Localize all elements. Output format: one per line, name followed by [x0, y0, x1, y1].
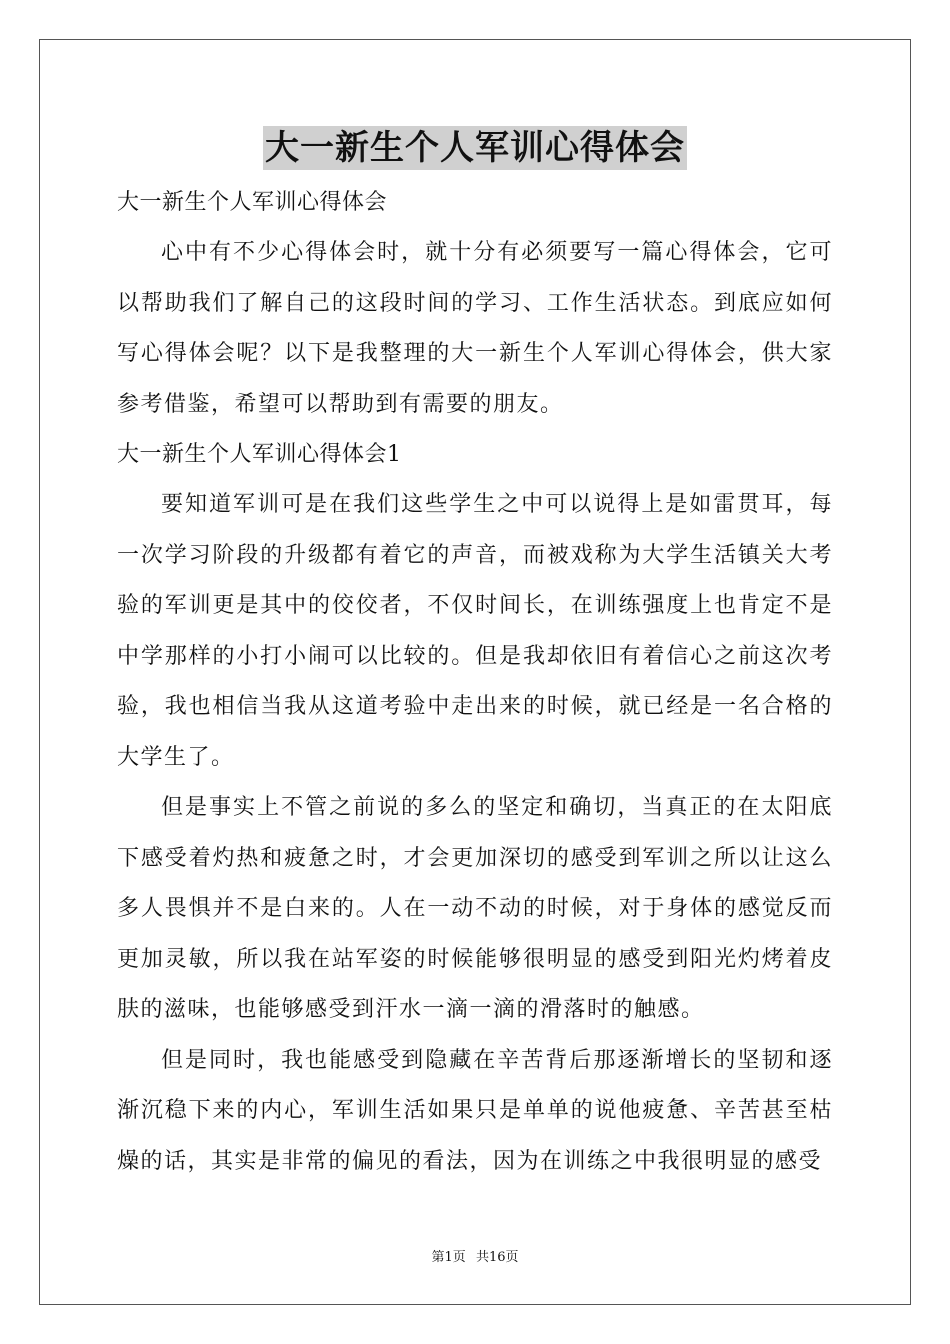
- page-number: 第1页: [431, 1250, 466, 1265]
- page-total: 共16页: [475, 1250, 519, 1265]
- page-footer: [0, 1246, 950, 1265]
- intro-paragraph: 心中有不少心得体会时，就十分有必须要写一篇心得体会，它可以帮助我们了解自己的这段时间的学习、工作生活状态。到底应如何写心得体会呢？以下是我整理的大一新生个人军训心得体会，供大家参考借鉴，希望可以帮助到有需要的朋友。: [117, 240, 833, 417]
- section-heading: 大一新生个人军训心得体会1: [117, 442, 402, 467]
- title-container: [0, 126, 950, 170]
- document-subtitle: 大一新生个人军训心得体会: [117, 190, 388, 215]
- document-title: 大一新生个人军训心得体会: [265, 128, 685, 168]
- body-paragraph-1: 要知道军训可是在我们这些学生之中可以说得上是如雷贯耳，每一次学习阶段的升级都有着它的声音，而被戏称为大学生活镇关大考验的军训更是其中的佼佼者，不仅时间长，在训练强度上也肯定不是中学那样的小打小闹可以比较的。但是我却依旧有着信心之前这次考验，我也相信当我从这道考验中走出来的时候，就已经是一名合格的大学生了。: [117, 492, 833, 770]
- document-body: [117, 178, 833, 1187]
- body-paragraph-2: 但是事实上不管之前说的多么的坚定和确切，当真正的在太阳底下感受着灼热和疲惫之时，才会更加深切的感受到军训之所以让这么多人畏惧并不是白来的。人在一动不动的时候，对于身体的感觉反而更加灵敏，所以我在站军姿的时候能够很明显的感受到阳光灼烤着皮肤的滋味，也能够感受到汗水一滴一滴的滑落时的触感。: [117, 795, 833, 1022]
- body-paragraph-3: 但是同时，我也能感受到隐藏在辛苦背后那逐渐增长的坚韧和逐渐沉稳下来的内心，军训生活如果只是单单的说他疲惫、辛苦甚至枯燥的话，其实是非常的偏见的看法，因为在训练之中我很明显的感受: [117, 1047, 833, 1174]
